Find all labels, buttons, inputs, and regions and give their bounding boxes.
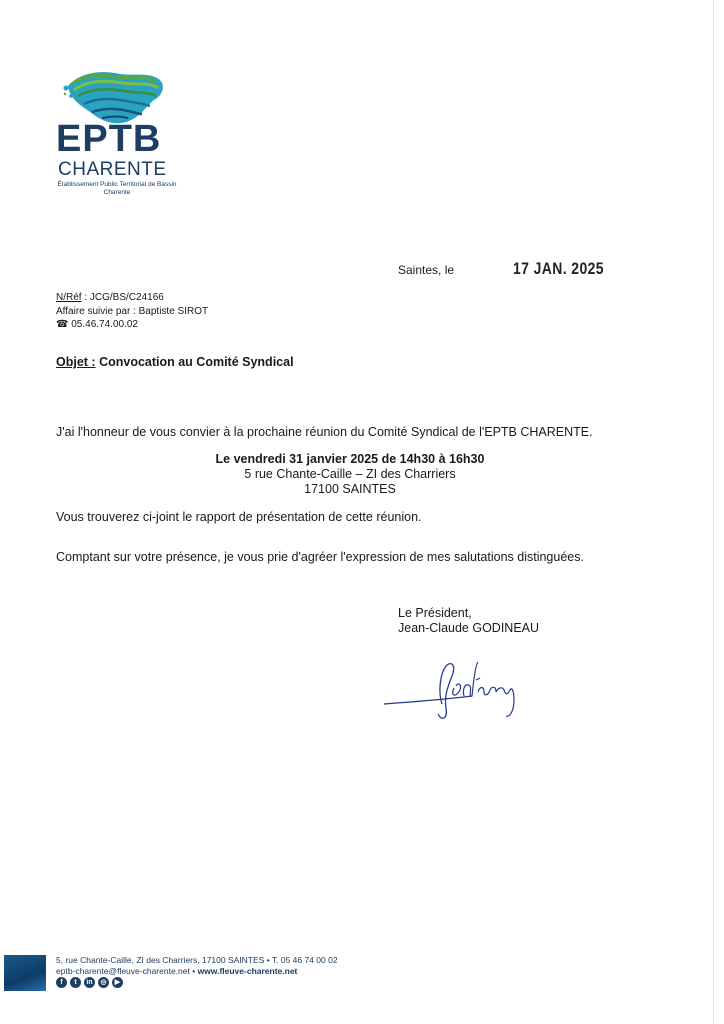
closing-paragraph: Comptant sur votre présence, je vous prie d'agréer l'expression de mes salutations distinguées. <box>56 550 584 564</box>
date-stamp: 17 JAN. 2025 <box>513 259 604 278</box>
logo-subtitle: CHARENTE <box>58 159 167 180</box>
meeting-city: 17100 SAINTES <box>304 482 396 496</box>
meeting-address: 5 rue Chante-Caille – ZI des Charriers <box>244 467 456 481</box>
linkedin-icon[interactable]: in <box>84 977 95 988</box>
twitter-icon[interactable]: t <box>70 977 81 988</box>
reference-block <box>56 291 208 332</box>
meeting-when: Le vendredi 31 janvier 2025 de 14h30 à 16h30 <box>215 452 485 466</box>
meeting-details <box>140 452 560 497</box>
signatory-name: Jean-Claude GODINEAU <box>398 621 540 635</box>
signatory-block <box>398 606 539 636</box>
phone-line <box>56 318 208 332</box>
reference-label: N/Réf <box>56 292 82 303</box>
footer-contact-line <box>56 966 297 976</box>
phone-icon: ☎ <box>56 319 69 330</box>
facebook-icon[interactable]: f <box>56 977 67 988</box>
page-edge-divider <box>713 0 714 1024</box>
reference-value: : JCG/BS/C24166 <box>81 292 164 303</box>
instagram-icon[interactable]: ◎ <box>98 977 109 988</box>
footer-website[interactable]: www.fleuve-charente.net <box>197 966 298 976</box>
phone-number: 05.46.74.00.02 <box>71 319 138 330</box>
subject-label: Objet : <box>56 355 96 369</box>
footer-separator: • <box>189 966 198 976</box>
subject-line <box>56 355 294 369</box>
followed-by: Affaire suivie par : Baptiste SIROT <box>56 305 209 317</box>
footer-brand-square <box>4 955 46 991</box>
footer-address: 5, rue Chante-Caille, ZI des Charriers, 17100 SAINTES • T. 05 46 74 00 02 <box>56 955 338 965</box>
signatory-title: Le Président, <box>398 606 472 620</box>
date-place: Saintes, le <box>398 263 455 277</box>
footer-email[interactable]: eptb-charente@fleuve-charente.net <box>56 966 190 976</box>
intro-paragraph: J'ai l'honneur de vous convier à la prochaine réunion du Comité Syndical de l'EPTB CHARENTE. <box>56 425 593 439</box>
social-icons <box>56 977 123 988</box>
attachment-paragraph: Vous trouverez ci-joint le rapport de présentation de cette réunion. <box>56 510 422 524</box>
handwritten-signature <box>380 652 530 727</box>
subject-text: Convocation au Comité Syndical <box>95 355 294 369</box>
reference-line <box>56 291 208 305</box>
logo-description: Établissement Public Territorial de Bassin Charente <box>57 181 177 196</box>
logo-title: EPTB <box>56 118 162 160</box>
youtube-icon[interactable]: ▶ <box>112 977 123 988</box>
